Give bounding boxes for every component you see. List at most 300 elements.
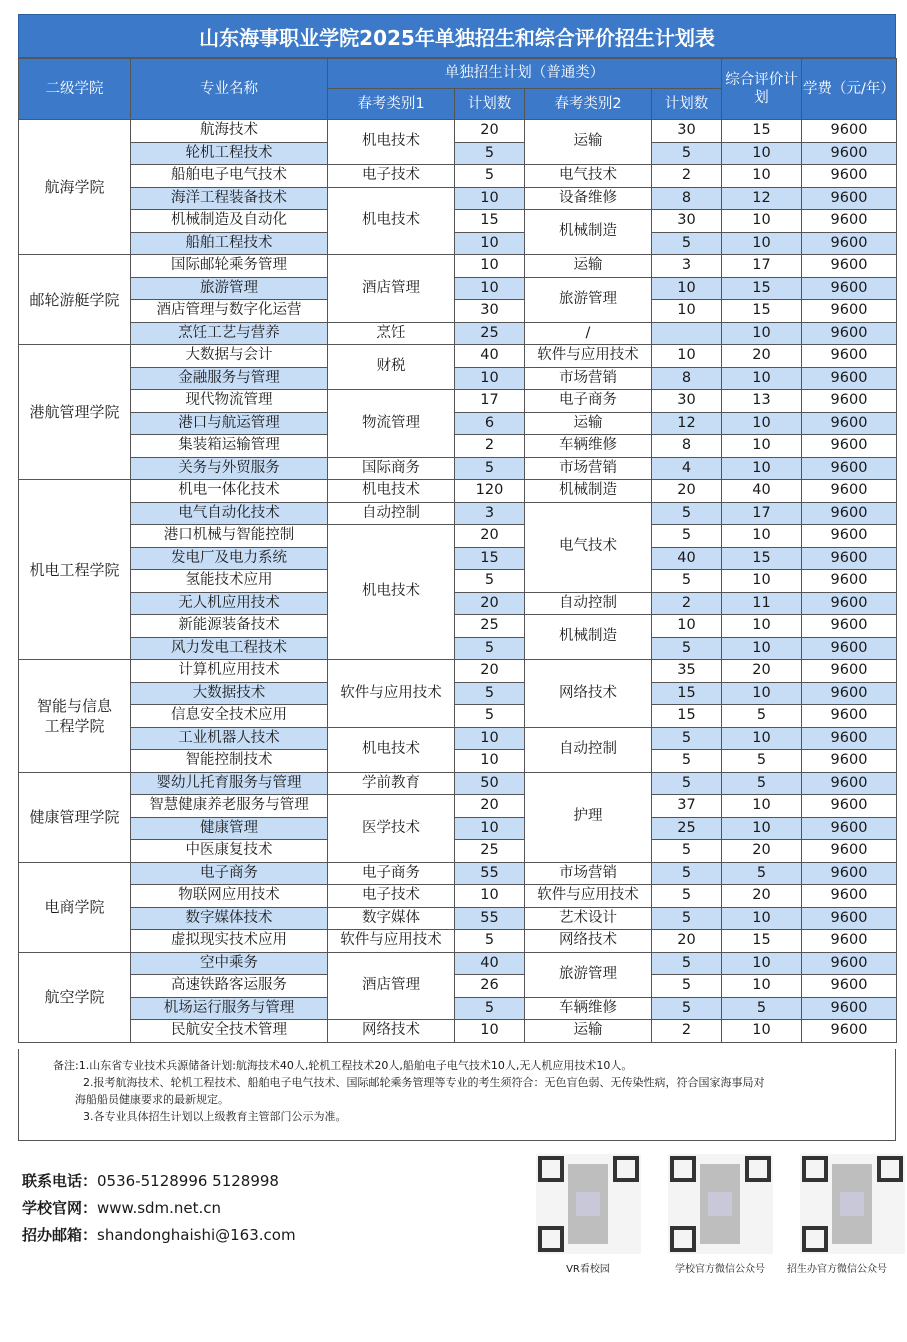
plan2-cell: 5 xyxy=(652,637,722,660)
table-row xyxy=(19,165,897,188)
college-cell: 健康管理学院 xyxy=(19,772,131,862)
table-row xyxy=(19,750,897,773)
plan2-cell: 5 xyxy=(652,907,722,930)
plan2-cell: 10 xyxy=(652,300,722,323)
category2-cell: 运输 xyxy=(525,1020,652,1043)
category1-cell: 机电技术 xyxy=(328,480,455,503)
category2-cell: 护理 xyxy=(525,772,652,862)
category1-cell: 机电技术 xyxy=(328,727,455,772)
table-row xyxy=(19,637,897,660)
plan2-cell xyxy=(652,322,722,345)
plan1-cell: 10 xyxy=(455,367,525,390)
comprehensive-cell: 11 xyxy=(722,592,802,615)
comprehensive-cell: 10 xyxy=(722,142,802,165)
comprehensive-cell: 10 xyxy=(722,727,802,750)
header-comprehensive: 综合评价计划 xyxy=(722,59,802,120)
plan2-cell: 12 xyxy=(652,412,722,435)
note-line: 3.各专业具体招生计划以上级教育主管部门公示为准。 xyxy=(83,1110,347,1123)
comprehensive-cell: 40 xyxy=(722,480,802,503)
comprehensive-cell: 10 xyxy=(722,795,802,818)
comprehensive-cell: 5 xyxy=(722,997,802,1020)
comprehensive-cell: 10 xyxy=(722,165,802,188)
fee-cell: 9600 xyxy=(802,615,897,638)
table-row xyxy=(19,592,897,615)
fee-cell: 9600 xyxy=(802,592,897,615)
fee-cell: 9600 xyxy=(802,975,897,998)
fee-cell: 9600 xyxy=(802,660,897,683)
major-cell: 船舶工程技术 xyxy=(131,232,328,255)
major-cell: 信息安全技术应用 xyxy=(131,705,328,728)
plan2-cell: 20 xyxy=(652,480,722,503)
plan2-cell: 15 xyxy=(652,705,722,728)
plan2-cell: 10 xyxy=(652,615,722,638)
major-cell: 空中乘务 xyxy=(131,952,328,975)
fee-cell: 9600 xyxy=(802,367,897,390)
plan2-cell: 5 xyxy=(652,502,722,525)
fee-cell: 9600 xyxy=(802,637,897,660)
major-cell: 机电一体化技术 xyxy=(131,480,328,503)
major-cell: 航海技术 xyxy=(131,120,328,143)
college-cell: 电商学院 xyxy=(19,862,131,952)
page-title: 山东海事职业学院2025年单独招生和综合评价招生计划表 xyxy=(18,14,896,58)
college-cell: 邮轮游艇学院 xyxy=(19,255,131,345)
contact-info xyxy=(22,1168,296,1249)
plan1-cell: 55 xyxy=(455,862,525,885)
plan1-cell: 10 xyxy=(455,232,525,255)
category2-cell: 运输 xyxy=(525,120,652,165)
fee-cell: 9600 xyxy=(802,142,897,165)
table-row xyxy=(19,795,897,818)
plan1-cell: 5 xyxy=(455,165,525,188)
plan1-cell: 5 xyxy=(455,457,525,480)
plan2-cell: 2 xyxy=(652,592,722,615)
fee-cell: 9600 xyxy=(802,300,897,323)
plan1-cell: 20 xyxy=(455,592,525,615)
category2-cell: 网络技术 xyxy=(525,930,652,953)
plan1-cell: 50 xyxy=(455,772,525,795)
category1-cell: 医学技术 xyxy=(328,795,455,863)
fee-cell: 9600 xyxy=(802,952,897,975)
email-link[interactable]: shandonghaishi@163.com xyxy=(97,1226,296,1244)
comprehensive-cell: 10 xyxy=(722,412,802,435)
plan1-cell: 3 xyxy=(455,502,525,525)
comprehensive-cell: 10 xyxy=(722,615,802,638)
category2-cell: 旅游管理 xyxy=(525,277,652,322)
table-row xyxy=(19,255,897,278)
table-body xyxy=(19,120,897,1043)
college-cell: 港航管理学院 xyxy=(19,345,131,480)
category1-cell: 电子技术 xyxy=(328,885,455,908)
category1-cell: 电子商务 xyxy=(328,862,455,885)
comprehensive-cell: 10 xyxy=(722,817,802,840)
major-cell: 集装箱运输管理 xyxy=(131,435,328,458)
table-row xyxy=(19,885,897,908)
major-cell: 工业机器人技术 xyxy=(131,727,328,750)
fee-cell: 9600 xyxy=(802,525,897,548)
category1-cell: 数字媒体 xyxy=(328,907,455,930)
comprehensive-cell: 10 xyxy=(722,210,802,233)
category2-cell: 艺术设计 xyxy=(525,907,652,930)
major-cell: 新能源装备技术 xyxy=(131,615,328,638)
category1-cell: 物流管理 xyxy=(328,390,455,458)
plan1-cell: 10 xyxy=(455,255,525,278)
plan1-cell: 25 xyxy=(455,615,525,638)
category2-cell: 运输 xyxy=(525,255,652,278)
category2-cell: 车辆维修 xyxy=(525,997,652,1020)
table-row xyxy=(19,727,897,750)
plan1-cell: 10 xyxy=(455,750,525,773)
major-cell: 酒店管理与数字化运营 xyxy=(131,300,328,323)
comprehensive-cell: 10 xyxy=(722,322,802,345)
plan1-cell: 5 xyxy=(455,930,525,953)
plan2-cell: 37 xyxy=(652,795,722,818)
fee-cell: 9600 xyxy=(802,997,897,1020)
category2-cell: 自动控制 xyxy=(525,727,652,772)
table-row xyxy=(19,435,897,458)
major-cell: 机场运行服务与管理 xyxy=(131,997,328,1020)
table-row xyxy=(19,930,897,953)
email-label: 招办邮箱： xyxy=(22,1226,98,1244)
major-cell: 港口机械与智能控制 xyxy=(131,525,328,548)
table-row xyxy=(19,772,897,795)
note-line: 2.报考航海技术、轮机工程技术、船舶电子电气技术、国际邮轮乘务管理等专业的考生须符合：无色盲色弱、无传染性病，符合国家海事局对 xyxy=(83,1076,765,1089)
plan1-cell: 6 xyxy=(455,412,525,435)
plan2-cell: 10 xyxy=(652,277,722,300)
comprehensive-cell: 10 xyxy=(722,1020,802,1043)
table-row xyxy=(19,390,897,413)
fee-cell: 9600 xyxy=(802,322,897,345)
fee-cell: 9600 xyxy=(802,187,897,210)
category1-cell: 国际商务 xyxy=(328,457,455,480)
plan1-cell: 10 xyxy=(455,817,525,840)
plan2-cell: 35 xyxy=(652,660,722,683)
plan1-cell: 55 xyxy=(455,907,525,930)
fee-cell: 9600 xyxy=(802,120,897,143)
fee-cell: 9600 xyxy=(802,165,897,188)
category2-cell: 软件与应用技术 xyxy=(525,345,652,368)
major-cell: 高速铁路客运服务 xyxy=(131,975,328,998)
plan2-cell: 5 xyxy=(652,142,722,165)
header-fee: 学费（元/年） xyxy=(802,59,897,120)
plan1-cell: 15 xyxy=(455,210,525,233)
comprehensive-cell: 10 xyxy=(722,525,802,548)
plan1-cell: 40 xyxy=(455,952,525,975)
table-row xyxy=(19,997,897,1020)
table-row xyxy=(19,660,897,683)
plan1-cell: 2 xyxy=(455,435,525,458)
comprehensive-cell: 10 xyxy=(722,232,802,255)
plan1-cell: 20 xyxy=(455,525,525,548)
table-row xyxy=(19,457,897,480)
fee-cell: 9600 xyxy=(802,840,897,863)
table-row xyxy=(19,502,897,525)
category1-cell: 酒店管理 xyxy=(328,255,455,323)
plan1-cell: 5 xyxy=(455,705,525,728)
major-cell: 国际邮轮乘务管理 xyxy=(131,255,328,278)
plan1-cell: 120 xyxy=(455,480,525,503)
fee-cell: 9600 xyxy=(802,502,897,525)
category2-cell: 市场营销 xyxy=(525,862,652,885)
comprehensive-cell: 10 xyxy=(722,637,802,660)
table-row xyxy=(19,367,897,390)
major-cell: 大数据与会计 xyxy=(131,345,328,368)
category1-cell: 学前教育 xyxy=(328,772,455,795)
table-row xyxy=(19,817,897,840)
category2-cell: 设备维修 xyxy=(525,187,652,210)
fee-cell: 9600 xyxy=(802,345,897,368)
plan2-cell: 5 xyxy=(652,952,722,975)
plan1-cell: 30 xyxy=(455,300,525,323)
comprehensive-cell: 5 xyxy=(722,772,802,795)
qr-caption-vr: VR看校园 xyxy=(566,1264,610,1275)
qr-caption-wechat: 学校官方微信公众号 xyxy=(675,1264,765,1275)
fee-cell: 9600 xyxy=(802,277,897,300)
category1-cell: 网络技术 xyxy=(328,1020,455,1043)
fee-cell: 9600 xyxy=(802,682,897,705)
table-row xyxy=(19,300,897,323)
table-row xyxy=(19,907,897,930)
plan1-cell: 10 xyxy=(455,1020,525,1043)
major-cell: 金融服务与管理 xyxy=(131,367,328,390)
comprehensive-cell: 10 xyxy=(722,570,802,593)
comprehensive-cell: 20 xyxy=(722,660,802,683)
phone-label: 联系电话： xyxy=(22,1172,98,1190)
category2-cell: 机械制造 xyxy=(525,615,652,660)
plan2-cell: 25 xyxy=(652,817,722,840)
table-row xyxy=(19,120,897,143)
table-row xyxy=(19,547,897,570)
category1-cell: 机电技术 xyxy=(328,120,455,165)
major-cell: 风力发电工程技术 xyxy=(131,637,328,660)
header-plan-2: 计划数 xyxy=(652,89,722,120)
plan1-cell: 20 xyxy=(455,660,525,683)
comprehensive-cell: 20 xyxy=(722,840,802,863)
category2-cell: 电气技术 xyxy=(525,502,652,592)
plan1-cell: 5 xyxy=(455,637,525,660)
comprehensive-cell: 10 xyxy=(722,975,802,998)
plan2-cell: 8 xyxy=(652,435,722,458)
notes-box xyxy=(18,1049,896,1141)
category1-cell: 机电技术 xyxy=(328,525,455,660)
plan2-cell: 5 xyxy=(652,727,722,750)
fee-cell: 9600 xyxy=(802,930,897,953)
major-cell: 中医康复技术 xyxy=(131,840,328,863)
fee-cell: 9600 xyxy=(802,255,897,278)
table-row xyxy=(19,142,897,165)
major-cell: 电子商务 xyxy=(131,862,328,885)
plan2-cell: 2 xyxy=(652,165,722,188)
category2-cell: 网络技术 xyxy=(525,660,652,728)
fee-cell: 9600 xyxy=(802,817,897,840)
plan2-cell: 30 xyxy=(652,210,722,233)
comprehensive-cell: 5 xyxy=(722,862,802,885)
website-link[interactable]: www.sdm.net.cn xyxy=(97,1199,222,1217)
category2-cell: 旅游管理 xyxy=(525,952,652,997)
fee-cell: 9600 xyxy=(802,390,897,413)
category2-cell: 车辆维修 xyxy=(525,435,652,458)
major-cell: 现代物流管理 xyxy=(131,390,328,413)
category2-cell: 电子商务 xyxy=(525,390,652,413)
plan2-cell: 5 xyxy=(652,997,722,1020)
note-line: 备注:1.山东省专业技术兵源储备计划:航海技术40人,轮机工程技术20人,船舶电子电气技术10人,无人机应用技术10人。 xyxy=(53,1059,633,1072)
table-row xyxy=(19,1020,897,1043)
comprehensive-cell: 10 xyxy=(722,435,802,458)
major-cell: 氢能技术应用 xyxy=(131,570,328,593)
category2-cell: 市场营销 xyxy=(525,457,652,480)
fee-cell: 9600 xyxy=(802,412,897,435)
major-cell: 港口与航运管理 xyxy=(131,412,328,435)
fee-cell: 9600 xyxy=(802,210,897,233)
plan1-cell: 10 xyxy=(455,277,525,300)
major-cell: 大数据技术 xyxy=(131,682,328,705)
plan2-cell: 5 xyxy=(652,570,722,593)
major-cell: 旅游管理 xyxy=(131,277,328,300)
website-label: 学校官网： xyxy=(22,1199,98,1217)
plan2-cell: 15 xyxy=(652,682,722,705)
college-cell: 机电工程学院 xyxy=(19,480,131,660)
major-cell: 烹饪工艺与营养 xyxy=(131,322,328,345)
phone-number: 0536-5128996 5128998 xyxy=(97,1172,279,1190)
plan1-cell: 5 xyxy=(455,570,525,593)
plan2-cell: 10 xyxy=(652,345,722,368)
comprehensive-cell: 10 xyxy=(722,367,802,390)
table-row xyxy=(19,682,897,705)
category1-cell: 酒店管理 xyxy=(328,952,455,1020)
category1-cell: 机电技术 xyxy=(328,187,455,255)
table-row xyxy=(19,187,897,210)
table-row xyxy=(19,862,897,885)
plan2-cell: 8 xyxy=(652,187,722,210)
plan1-cell: 20 xyxy=(455,120,525,143)
qr-code-vr-icon xyxy=(536,1154,641,1254)
plan2-cell: 5 xyxy=(652,750,722,773)
table-row xyxy=(19,412,897,435)
college-cell: 航海学院 xyxy=(19,120,131,255)
plan1-cell: 17 xyxy=(455,390,525,413)
plan2-cell: 2 xyxy=(652,1020,722,1043)
major-cell: 健康管理 xyxy=(131,817,328,840)
major-cell: 智能控制技术 xyxy=(131,750,328,773)
plan2-cell: 4 xyxy=(652,457,722,480)
qr-caption-admissions: 招生办官方微信公众号 xyxy=(787,1264,887,1275)
comprehensive-cell: 15 xyxy=(722,120,802,143)
plan1-cell: 10 xyxy=(455,187,525,210)
fee-cell: 9600 xyxy=(802,772,897,795)
plan2-cell: 5 xyxy=(652,525,722,548)
plan2-cell: 5 xyxy=(652,840,722,863)
plan1-cell: 10 xyxy=(455,727,525,750)
plan2-cell: 40 xyxy=(652,547,722,570)
major-cell: 虚拟现实技术应用 xyxy=(131,930,328,953)
note-line: 海船船员健康要求的最新规定。 xyxy=(75,1093,229,1106)
fee-cell: 9600 xyxy=(802,705,897,728)
plan1-cell: 5 xyxy=(455,142,525,165)
table-row xyxy=(19,210,897,233)
comprehensive-cell: 13 xyxy=(722,390,802,413)
header-category-1: 春考类别1 xyxy=(328,89,455,120)
fee-cell: 9600 xyxy=(802,547,897,570)
major-cell: 机械制造及自动化 xyxy=(131,210,328,233)
comprehensive-cell: 15 xyxy=(722,547,802,570)
plan2-cell: 5 xyxy=(652,232,722,255)
header-college: 二级学院 xyxy=(19,59,131,120)
table-row xyxy=(19,232,897,255)
category1-cell: 财税 xyxy=(328,345,455,390)
fee-cell: 9600 xyxy=(802,750,897,773)
major-cell: 发电厂及电力系统 xyxy=(131,547,328,570)
plan1-cell: 10 xyxy=(455,885,525,908)
header-plan-1: 计划数 xyxy=(455,89,525,120)
major-cell: 民航安全技术管理 xyxy=(131,1020,328,1043)
comprehensive-cell: 15 xyxy=(722,300,802,323)
category2-cell: 电气技术 xyxy=(525,165,652,188)
qr-code-admissions-icon xyxy=(800,1154,905,1254)
category2-cell: 机械制造 xyxy=(525,210,652,255)
plan1-cell: 26 xyxy=(455,975,525,998)
college-cell: 智能与信息 工程学院 xyxy=(19,660,131,773)
category2-cell: 自动控制 xyxy=(525,592,652,615)
major-cell: 物联网应用技术 xyxy=(131,885,328,908)
table-row xyxy=(19,570,897,593)
table-row xyxy=(19,525,897,548)
major-cell: 海洋工程装备技术 xyxy=(131,187,328,210)
plan2-cell: 5 xyxy=(652,885,722,908)
comprehensive-cell: 20 xyxy=(722,345,802,368)
comprehensive-cell: 10 xyxy=(722,682,802,705)
plan1-cell: 25 xyxy=(455,322,525,345)
table-row xyxy=(19,840,897,863)
fee-cell: 9600 xyxy=(802,457,897,480)
table-row xyxy=(19,975,897,998)
category1-cell: 自动控制 xyxy=(328,502,455,525)
comprehensive-cell: 5 xyxy=(722,750,802,773)
category2-cell: / xyxy=(525,322,652,345)
fee-cell: 9600 xyxy=(802,1020,897,1043)
major-cell: 智慧健康养老服务与管理 xyxy=(131,795,328,818)
college-cell: 航空学院 xyxy=(19,952,131,1042)
fee-cell: 9600 xyxy=(802,435,897,458)
comprehensive-cell: 17 xyxy=(722,255,802,278)
table-row xyxy=(19,345,897,368)
major-cell: 轮机工程技术 xyxy=(131,142,328,165)
category2-cell: 软件与应用技术 xyxy=(525,885,652,908)
header-category-2: 春考类别2 xyxy=(525,89,652,120)
category2-cell: 机械制造 xyxy=(525,480,652,503)
comprehensive-cell: 10 xyxy=(722,457,802,480)
category1-cell: 软件与应用技术 xyxy=(328,660,455,728)
major-cell: 关务与外贸服务 xyxy=(131,457,328,480)
plan1-cell: 5 xyxy=(455,682,525,705)
plan1-cell: 40 xyxy=(455,345,525,368)
fee-cell: 9600 xyxy=(802,232,897,255)
fee-cell: 9600 xyxy=(802,907,897,930)
plan2-cell: 5 xyxy=(652,975,722,998)
plan2-cell: 5 xyxy=(652,772,722,795)
plan2-cell: 5 xyxy=(652,862,722,885)
category1-cell: 电子技术 xyxy=(328,165,455,188)
fee-cell: 9600 xyxy=(802,885,897,908)
plan2-cell: 30 xyxy=(652,120,722,143)
fee-cell: 9600 xyxy=(802,570,897,593)
major-cell: 计算机应用技术 xyxy=(131,660,328,683)
table-row xyxy=(19,322,897,345)
plan2-cell: 20 xyxy=(652,930,722,953)
major-cell: 船舶电子电气技术 xyxy=(131,165,328,188)
fee-cell: 9600 xyxy=(802,795,897,818)
plan1-cell: 5 xyxy=(455,997,525,1020)
comprehensive-cell: 17 xyxy=(722,502,802,525)
major-cell: 无人机应用技术 xyxy=(131,592,328,615)
